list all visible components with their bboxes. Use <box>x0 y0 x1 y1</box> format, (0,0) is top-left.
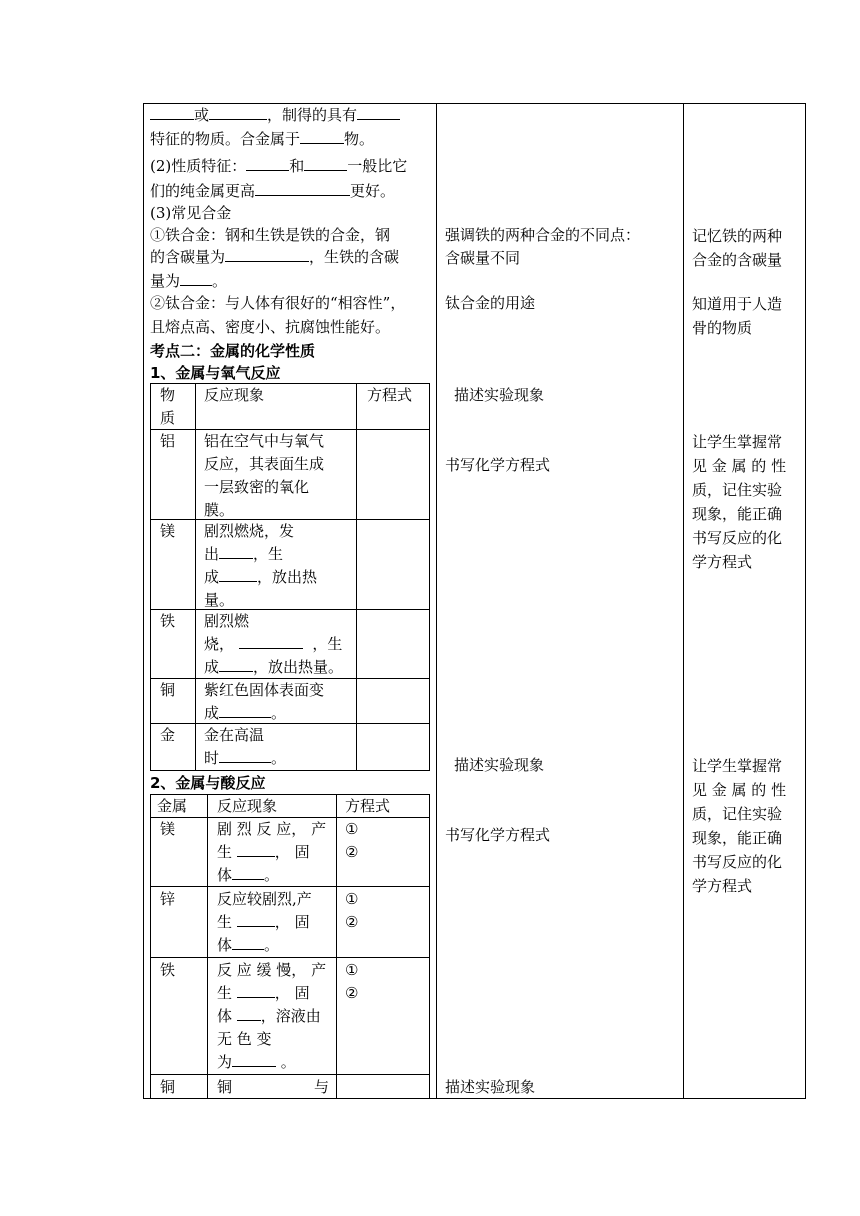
text-line-9: ②钛合金：与人体有很好的“相容性”， <box>150 294 406 312</box>
heading-oxygen-reaction: 1、金属与氧气反应 <box>150 364 281 382</box>
column-divider-2 <box>683 103 684 1099</box>
table-row-phenomenon: 剧烈燃 烧， ，生 成 ，放出热量。 <box>204 612 344 676</box>
table-row-metal: 铝 <box>160 432 176 450</box>
teacher-note-describe-2: 描述实验现象 <box>454 756 545 774</box>
table-row-phenomenon: 反 应 缓 慢， 产 生 ， 固 体 ，溶液由 无 色 变 为 。 <box>217 961 327 1071</box>
header-equation: 方程式 <box>345 797 391 815</box>
table-row-phenomenon: 剧 烈 反 应， 产 生 ， 固 体 。 <box>217 820 327 884</box>
header-phenomenon: 反应现象 <box>217 797 278 815</box>
table-row-metal: 铜 <box>160 1078 176 1096</box>
heading-point-2: 考点二：金属的化学性质 <box>150 342 316 360</box>
teacher-note-describe-3: 描述实验现象 <box>445 1078 536 1096</box>
table-row-metal: 铁 <box>160 612 176 630</box>
text-line-10: 且熔点高、密度小、抗腐蚀性能好。 <box>150 318 391 336</box>
text-line-3: (2)性质特征： 和 一般比它 <box>150 157 408 175</box>
text-line-1: 或 ，制得的具有 <box>150 104 400 127</box>
heading-acid-reaction: 2、金属与酸反应 <box>150 774 266 792</box>
student-note-carbon: 记忆铁的两种 合金的含碳量 <box>692 227 783 269</box>
column-divider-1 <box>436 103 437 1099</box>
table-row-metal: 镁 <box>160 522 176 540</box>
table-row-equation: ① ② <box>345 890 359 931</box>
table-row-metal: 锌 <box>160 890 176 908</box>
table-left-border <box>143 103 144 1099</box>
text-line-8: 量为 。 <box>150 272 228 290</box>
text-line-2: 特征的物质。合金属于 物。 <box>150 130 375 148</box>
student-note-goal-1: 让学生掌握常 见 金 属 的 性 质，记住实验 现象，能正确 书写反应的化 学方程式 <box>692 433 787 571</box>
teacher-note-describe-1: 描述实验现象 <box>454 386 545 404</box>
student-note-goal-2: 让学生掌握常 见 金 属 的 性 质，记住实验 现象，能正确 书写反应的化 学方程式 <box>692 757 787 895</box>
table-right-border <box>805 103 806 1099</box>
table-row-metal: 铜 <box>160 681 176 699</box>
table-row-metal: 铁 <box>160 961 176 979</box>
teacher-note-equation-2: 书写化学方程式 <box>445 826 551 844</box>
header-substance: 物 质 <box>160 386 176 427</box>
student-note-bone: 知道用于人造 骨的物质 <box>692 295 783 337</box>
table-row-phenomenon: 铝在空气中与氧气 反应，其表面生成 一层致密的氧化 膜。 <box>204 432 325 519</box>
text-line-4: 们的纯金属更高 更好。 <box>150 182 396 200</box>
table-row-phenomenon: 紫红色固体表面变 成 。 <box>204 681 325 722</box>
table-row-metal: 金 <box>160 726 176 744</box>
header-metal: 金属 <box>157 797 188 815</box>
text-line-7: 的含碳量为 ，生铁的含碳 <box>150 248 400 266</box>
table-row-phenomenon: 铜 与 <box>217 1078 329 1096</box>
table-row-phenomenon: 反应较剧烈,产 生 ， 固 体 。 <box>217 890 312 954</box>
text-line-5: (3)常见合金 <box>150 204 232 222</box>
table-row-metal: 镁 <box>160 820 176 838</box>
teacher-note-alloy-difference: 强调铁的两种合金的不同点： 含碳量不同 <box>445 226 641 267</box>
text-line-6: ①铁合金：钢和生铁是铁的合金，钢 <box>150 226 391 244</box>
header-phenomenon: 反应现象 <box>204 386 265 404</box>
table-row-equation: ① ② <box>345 820 359 861</box>
teacher-note-titanium: 钛合金的用途 <box>445 294 536 312</box>
table-row-phenomenon: 剧烈燃烧，发 出 ，生 成 ，放出热 量。 <box>204 522 318 609</box>
header-equation: 方程式 <box>367 386 413 404</box>
table-row-equation: ① ② <box>345 961 359 1002</box>
teacher-note-equation-1: 书写化学方程式 <box>445 456 551 474</box>
table-row-phenomenon: 金在高温 时 。 <box>204 726 287 767</box>
